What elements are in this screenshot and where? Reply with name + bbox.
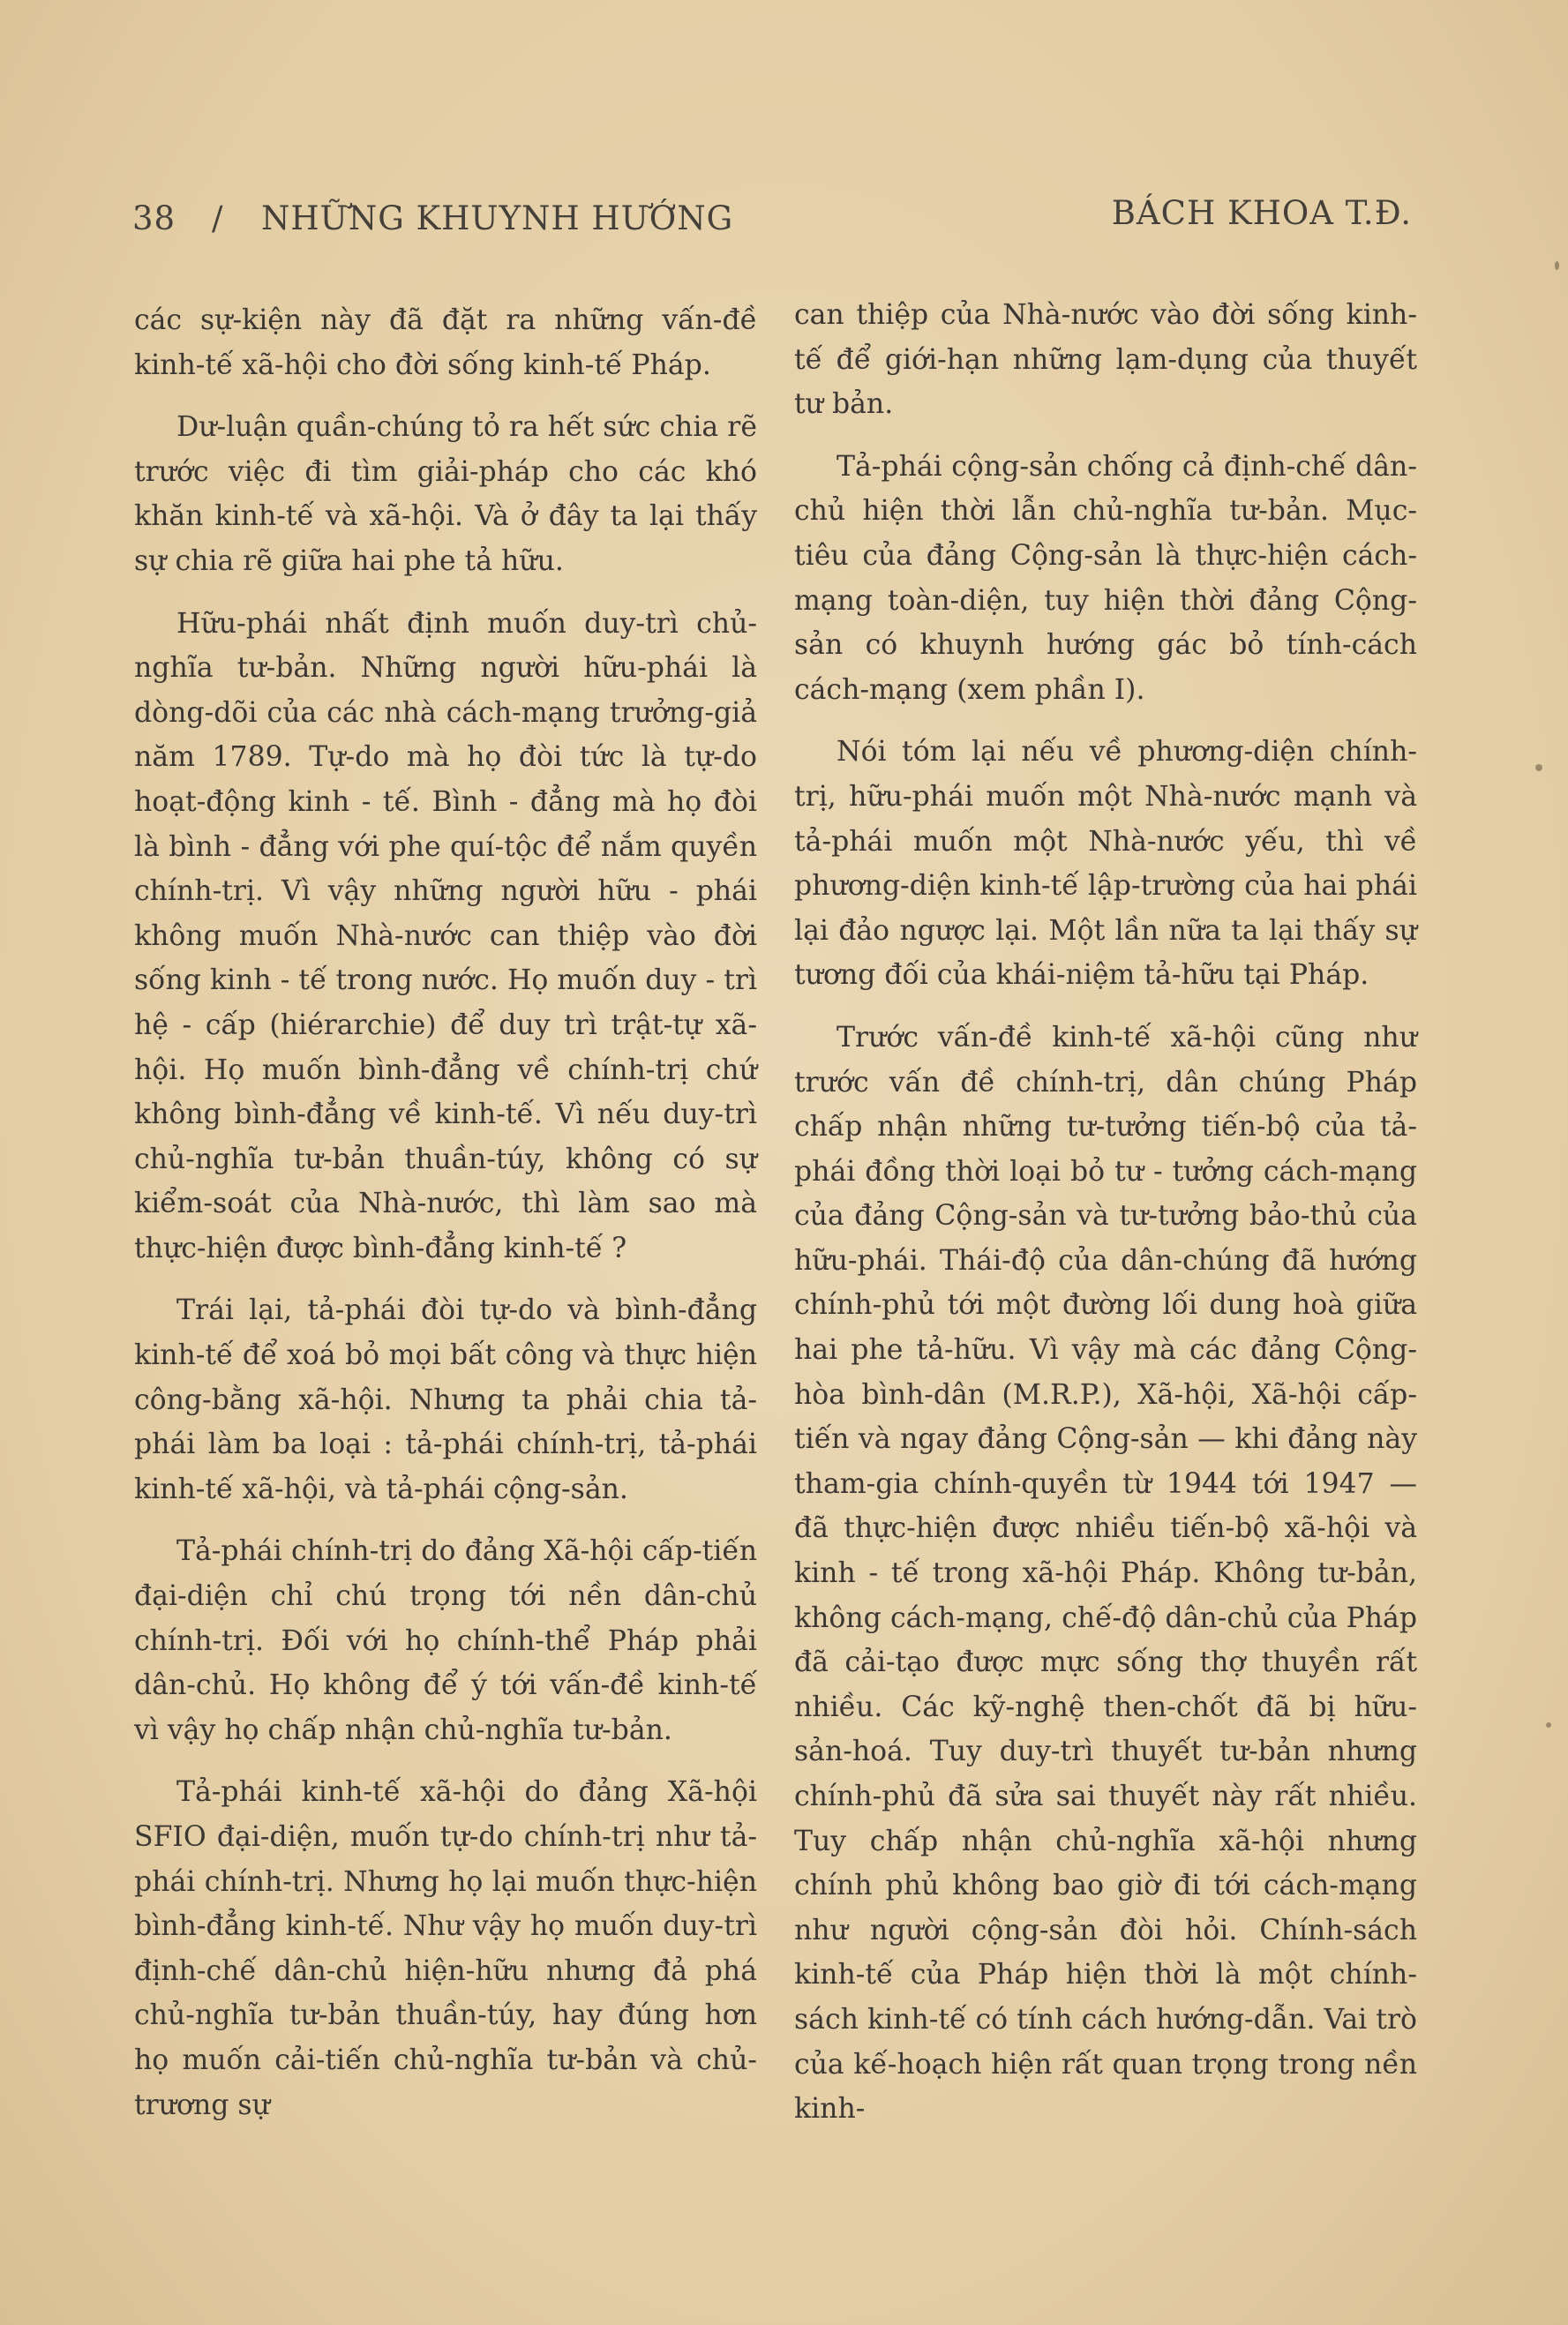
page-number: 38 bbox=[132, 199, 176, 237]
paragraph: Nói tóm lại nếu về phương-diện chính-trị, hữu-phái muốn một Nhà-nước mạnh và tả-phái muốn một Nhà-nước yếu, thì về phương-diện kinh-tế lập-trường của hai phái lại đảo ngược lại. Một lần nữa ta lại thấy sự tương đối của khái-niệm tả-hữu tại Pháp. bbox=[794, 736, 1417, 992]
chapter-title: NHỮNG KHUYNH HƯỚNG bbox=[261, 199, 734, 237]
paper-speck bbox=[1546, 1722, 1551, 1728]
paragraph: Dư-luận quần-chúng tỏ ra hết sức chia rẽ trước việc đi tìm giải-pháp cho các khó khăn kinh-tế và xã-hội. Và ở đây ta lại thấy sự chia rẽ giữa hai phe tả hữu. bbox=[134, 411, 757, 577]
paragraph: can thiệp của Nhà-nước vào đời sống kinh-tế để giới-hạn những lạm-dụng của thuyết tư bản. bbox=[794, 299, 1417, 421]
paragraph: Trước vấn-đề kinh-tế xã-hội cũng như trước vấn đề chính-trị, dân chúng Pháp chấp nhận những tư-tưởng tiến-bộ của tả-phái đồng thời loại bỏ tư - tưởng cách-mạng của đảng Cộng-sản và tư-tưởng bảo-thủ của hữu-phái. Thái-độ của dân-chúng đã hướng chính-phủ tới một đường lối dung hoà giữa hai phe tả-hữu. Vì vậy mà các đảng Cộng-hòa bình-dân (M.R.P.), Xã-hội, Xã-hội cấp-tiến và ngay đảng Cộng-sản — khi đảng này tham-gia chính-quyền từ 1944 tới 1947 — đã thực-hiện được nhiều tiến-bộ xã-hội và kinh - tế trong xã-hội Pháp. Không tư-bản, không cách-mạng, chế-độ dân-chủ của Pháp đã cải-tạo được mực sống thợ thuyền rất nhiều. Các kỹ-nghệ then-chốt đã bị hữu-sản-hoá. Tuy duy-trì thuyết tư-bản nhưng chính-phủ đã sửa sai thuyết này rất nhiều. Tuy chấp nhận chủ-nghĩa xã-hội nhưng chính phủ không bao giờ đi tới cách-mạng như người cộng-sản đòi hỏi. Chính-sách kinh-tế của Pháp hiện thời là một chính-sách kinh-tế có tính cách hướng-dẫn. Vai trò của kế-hoạch hiện rất quan trọng trong nền kinh- bbox=[794, 1021, 1417, 2126]
paper-speck bbox=[1555, 261, 1559, 270]
right-column bbox=[794, 293, 1417, 2149]
header-separator: / bbox=[212, 199, 224, 237]
running-header bbox=[132, 194, 1412, 252]
paragraph: Tả-phái cộng-sản chống cả định-chế dân-chủ hiện thời lẫn chủ-nghĩa tư-bản. Mục-tiêu của đảng Cộng-sản là thực-hiện cách-mạng toàn-diện, tuy hiện thời đảng Cộng-sản có khuynh hướng gác bỏ tính-cách cách-mạng (xem phần I). bbox=[794, 450, 1417, 706]
left-column bbox=[134, 298, 757, 2145]
paragraph: Trái lại, tả-phái đòi tự-do và bình-đẳng kinh-tế để xoá bỏ mọi bất công và thực hiện công-bằng xã-hội. Nhưng ta phải chia tả-phái làm ba loại : tả-phái chính-trị, tả-phái kinh-tế xã-hội, và tả-phái cộng-sản. bbox=[134, 1294, 757, 1505]
paragraph: Tả-phái kinh-tế xã-hội do đảng Xã-hội SFIO đại-diện, muốn tự-do chính-trị như tả-phái chính-trị. Nhưng họ lại muốn thực-hiện bình-đẳng kinh-tế. Như vậy họ muốn duy-trì định-chế dân-chủ hiện-hữu nhưng đả phá chủ-nghĩa tư-bản thuần-túy, hay đúng hơn họ muốn cải-tiến chủ-nghĩa tư-bản và chủ-trương sự bbox=[134, 1776, 757, 2121]
paragraph: Tả-phái chính-trị do đảng Xã-hội cấp-tiến đại-diện chỉ chú trọng tới nền dân-chủ chính-trị. Đối với họ chính-thể Pháp phải dân-chủ. Họ không để ý tới vấn-đề kinh-tế vì vậy họ chấp nhận chủ-nghĩa tư-bản. bbox=[134, 1535, 757, 1746]
paragraph: Hữu-phái nhất định muốn duy-trì chủ-nghĩa tư-bản. Những người hữu-phái là dòng-dõi của các nhà cách-mạng trưởng-giả năm 1789. Tự-do mà họ đòi tức là tự-do hoạt-động kinh - tế. Bình - đẳng mà họ đòi là bình - đẳng với phe quí-tộc để nắm quyền chính-trị. Vì vậy những người hữu - phái không muốn Nhà-nước can thiệp vào đời sống kinh - tế trong nước. Họ muốn duy - trì hệ - cấp (hiérarchie) để duy trì trật-tự xã-hội. Họ muốn bình-đẳng về chính-trị chứ không bình-đẳng về kinh-tế. Vì nếu duy-trì chủ-nghĩa tư-bản thuần-túy, không có sự kiểm-soát của Nhà-nước, thì làm sao mà thực-hiện được bình-đẳng kinh-tế ? bbox=[134, 607, 757, 1264]
paragraph: các sự-kiện này đã đặt ra những vấn-đề kinh-tế xã-hội cho đời sống kinh-tế Pháp. bbox=[134, 304, 757, 381]
book-title: BÁCH KHOA T.Đ. bbox=[1111, 194, 1412, 232]
paper-speck bbox=[1535, 764, 1542, 771]
